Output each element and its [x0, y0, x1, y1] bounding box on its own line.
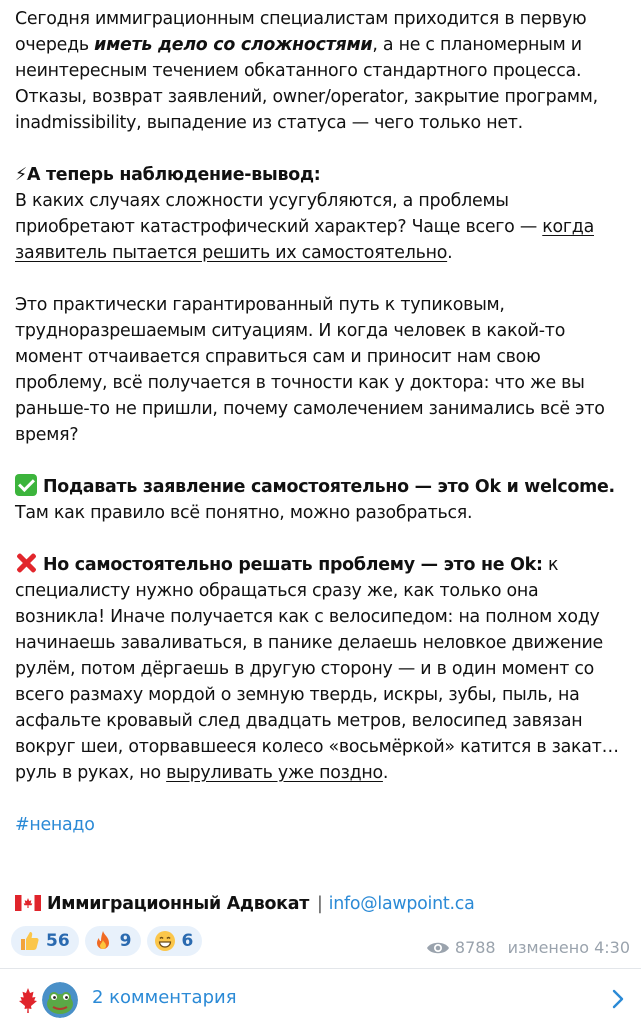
avatar-frog-icon [40, 980, 80, 1020]
reactions-bar [11, 926, 202, 956]
underlined-phrase: когда заявитель пытается решить их самостоятельно [15, 217, 594, 263]
emphasis-text: иметь дело со сложностями [94, 35, 373, 55]
reaction-fire[interactable] [85, 926, 141, 956]
not-ok-heading: Но самостоятельно решать проблему — это не Ok: [43, 555, 543, 575]
reaction-count: 9 [119, 931, 132, 951]
hashtag-link[interactable]: #ненадо [15, 815, 95, 835]
edited-timestamp: изменено 4:30 [507, 938, 630, 957]
canada-flag-icon [15, 895, 41, 911]
paragraph-dead-end: Это практически гарантированный путь к тупиковым, трудноразрешаемым ситуациям. И когда человек в какой-то момент отчаивается справиться сам и приносит нам свою проблему, всё получается в точности как у доктора: что же вы раньше-то не пришли, почему самолечением занимались всё это время? [15, 295, 605, 445]
comments-label: 2 комментария [92, 987, 237, 1008]
reaction-count: 6 [181, 931, 194, 951]
paragraph-intro: Сегодня иммиграционным специалистам приходится в первую очередь иметь дело со сложностями, а не с планомерным и неинтересным течением обкатанного стандартного процесса. Отказы, возврат заявлений, owner/operator, закрытие программ, inadmissibility, выпадение из статуса — чего только нет. [15, 9, 598, 133]
signature: Иммиграционный Адвокат | info@lawpoint.ca [15, 891, 474, 917]
fire-icon [91, 929, 115, 953]
message-text [15, 6, 629, 838]
chevron-right-icon [611, 989, 625, 1009]
check-mark-icon [15, 474, 37, 496]
underlined-phrase: выруливать уже поздно [166, 763, 383, 783]
email-link[interactable]: info@lawpoint.ca [328, 894, 475, 914]
observation-heading: А теперь наблюдение-вывод: [26, 165, 321, 185]
lightning-icon: ⚡ [15, 165, 27, 185]
message-meta [426, 938, 630, 957]
reaction-thumbs-up[interactable] [11, 926, 79, 956]
views-count: 8788 [454, 938, 496, 957]
eye-icon [426, 940, 450, 956]
paragraph-not-ok: Но самостоятельно решать проблему — это не Ok: к специалисту нужно обращаться сразу же, как только она возникла! Иначе получается как с велосипедом: на полном ходу начинаешь заваливаться, в панике делаешь неловкое движение рулём, потом дёргаешь в другую сторону — и в один момент со всего размаху мордой о земную твердь, искры, зубы, пыль, на асфальте кровавый след двадцать метров, велосипед завязан вокруг шеи, оторвавшееся колесо «восьмёркой» катится в закат… руль в руках, но выруливать уже поздно. [15, 552, 629, 786]
ok-heading: Подавать заявление самостоятельно — это Ok и welcome. [43, 477, 615, 497]
grin-icon [153, 929, 177, 953]
paragraph-ok: Подавать заявление самостоятельно — это Ok и welcome. Там как правило всё понятно, можно разобраться. [15, 474, 629, 526]
reaction-grin[interactable] [147, 926, 203, 956]
reaction-count: 56 [46, 931, 70, 951]
paragraph-observation: ⚡А теперь наблюдение-вывод: В каких случаях сложности усугубляются, а проблемы приобретают катастрофический характер? Чаще всего — когда заявитель пытается решить их самостоятельно. [15, 165, 594, 263]
signature-name: Иммиграционный Адвокат [47, 894, 310, 914]
thumbs-up-icon [17, 929, 41, 953]
comments-button[interactable] [0, 969, 641, 1029]
cross-mark-icon [15, 552, 37, 574]
